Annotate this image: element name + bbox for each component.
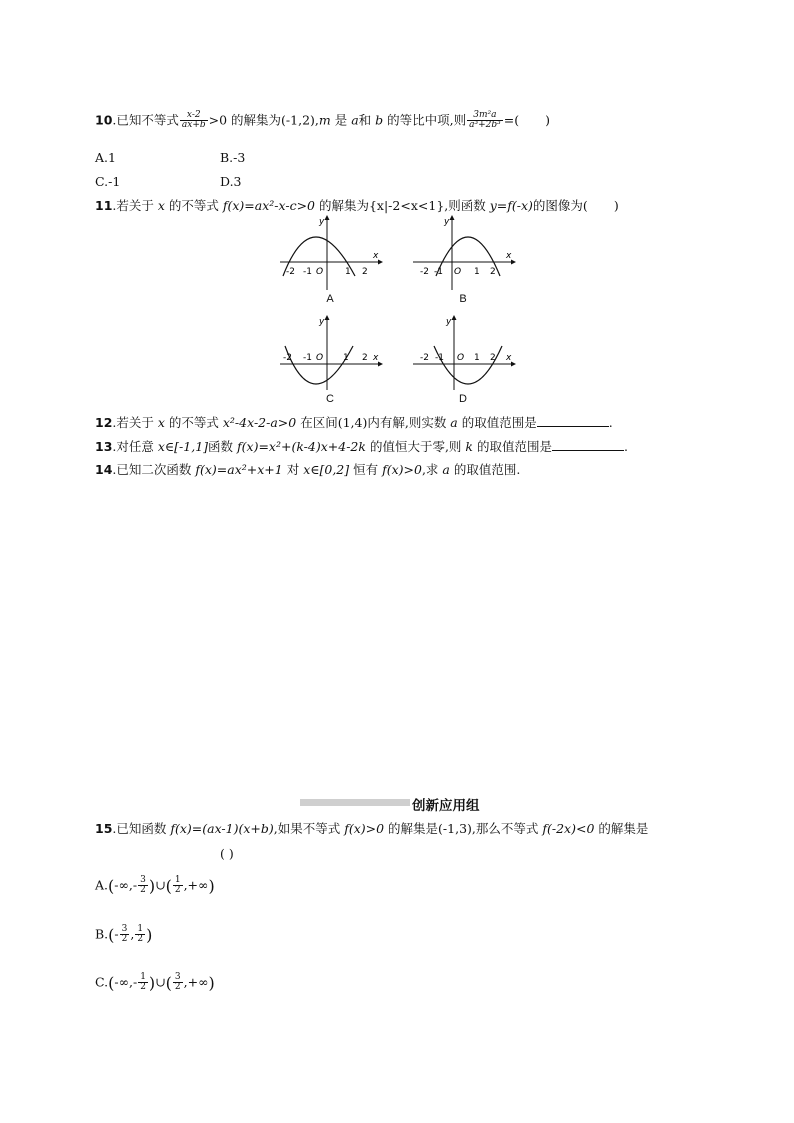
math-expression: f(-2x)<0 <box>542 821 595 836</box>
question-text: 的不等式 <box>164 415 223 430</box>
tick-label: 1 <box>474 353 480 363</box>
variable: x <box>157 415 165 430</box>
y-axis-label: y <box>319 217 325 227</box>
x-axis-arrow-icon <box>511 260 516 265</box>
fraction-denominator: 2 <box>140 885 146 896</box>
question-text: .对任意 <box>112 439 158 454</box>
fraction-numerator: 1 <box>137 924 144 934</box>
question-text: >0 的解集为(-1,2), <box>208 112 319 128</box>
option-b: B.-3 <box>220 150 246 165</box>
question-text: .若关于 <box>112 415 158 430</box>
tick-label: -1 <box>435 353 444 363</box>
answer-blank[interactable] <box>537 414 609 427</box>
tick-label: -1 <box>434 267 443 277</box>
y-axis-arrow-icon <box>325 215 330 220</box>
tick-label: -1 <box>303 353 312 363</box>
graph-label: B <box>459 293 467 305</box>
tick-label: 2 <box>490 267 496 277</box>
option-c: C.-1 <box>95 174 121 189</box>
answer-paren-close: ) <box>545 112 550 128</box>
variable: b <box>375 112 384 128</box>
fraction-numerator: 3 <box>140 875 146 885</box>
question-12 <box>95 414 613 430</box>
y-axis-label: y <box>446 317 452 327</box>
question-15 <box>95 821 648 836</box>
tick-label: 2 <box>362 353 368 363</box>
tick-label: 2 <box>362 267 368 277</box>
paren-open: ( <box>108 876 115 896</box>
interval-text: ,+∞ <box>183 974 209 990</box>
paren-open: ( <box>108 925 115 945</box>
question-text: 在区间(1,4)内有解,则实数 <box>296 415 451 430</box>
parabola-curve <box>434 346 502 384</box>
option-b <box>95 925 152 945</box>
question-text: 的取值范围是 <box>457 415 537 430</box>
tick-label: -2 <box>420 353 429 363</box>
x-axis-label: x <box>506 353 512 363</box>
question-number: 10 <box>95 112 113 128</box>
math-expression: x∈[-1,1] <box>157 439 209 454</box>
math-expression: f(x)>0 <box>382 462 422 477</box>
x-axis-arrow-icon <box>378 260 383 265</box>
question-11 <box>95 198 619 213</box>
question-text: ,求 <box>421 462 443 477</box>
question-10 <box>95 111 550 131</box>
question-text: 是 <box>330 112 352 128</box>
tick-label: -2 <box>286 267 295 277</box>
tick-label: 2 <box>490 353 496 363</box>
fraction <box>173 876 183 896</box>
fraction <box>180 111 208 131</box>
math-expression: f(x)=(ax-1)(x+b) <box>170 821 274 836</box>
fraction <box>173 973 183 993</box>
option-a: A.1 <box>95 150 116 165</box>
answer-paren: ( ) <box>220 846 234 861</box>
question-text: 的解集是 <box>594 821 649 836</box>
question-13 <box>95 438 628 454</box>
x-axis-label: x <box>506 251 512 261</box>
graph-a <box>275 212 385 305</box>
option-label: A. <box>95 877 109 893</box>
y-axis-label: y <box>444 217 450 227</box>
variable: k <box>465 439 473 454</box>
variable: a <box>450 415 458 430</box>
option-a <box>95 876 215 896</box>
question-text: 的等比中项,则 <box>383 112 467 128</box>
paren-close: ) <box>146 925 153 945</box>
question-text: . <box>608 415 613 430</box>
fraction-denominator: 2 <box>137 934 144 945</box>
question-text: .已知二次函数 <box>112 462 196 477</box>
math-expression: f(x)=x²+(k-4)x+4-2k <box>237 439 366 454</box>
paren-close: ) <box>208 973 215 993</box>
x-axis-arrow-icon <box>511 362 516 367</box>
fraction <box>135 925 145 945</box>
question-number: 13 <box>95 439 113 454</box>
paren-close: ) <box>148 876 156 896</box>
option-d: D.3 <box>220 174 242 189</box>
math-expression: x²-4x-2-a>0 <box>222 415 297 430</box>
question-text: 的解集是(-1,3),那么不等式 <box>384 821 543 836</box>
question-text: 的值恒大于零,则 <box>365 439 466 454</box>
fraction-denominator: 2 <box>174 982 181 993</box>
question-text: 函数 <box>208 439 238 454</box>
origin-label: O <box>316 353 324 363</box>
question-text: 恒有 <box>349 462 383 477</box>
fraction-numerator: x-2 <box>180 111 208 121</box>
y-axis-arrow-icon <box>452 315 457 320</box>
answer-blank[interactable] <box>552 438 624 451</box>
variable: m <box>318 112 331 128</box>
tick-label: -1 <box>303 267 312 277</box>
fraction-numerator: 3 <box>174 972 181 982</box>
answer-paren-close: ) <box>613 198 619 213</box>
tick-label: 1 <box>345 267 351 277</box>
option-label: B. <box>95 926 109 942</box>
tick-label: 1 <box>343 353 349 363</box>
interval-text: -∞,- <box>114 974 138 990</box>
section-title: 创新应用组 <box>412 798 480 814</box>
union-symbol: ∪ <box>155 877 166 893</box>
option-label: C. <box>95 974 109 990</box>
fraction-denominator: 2 <box>174 885 181 896</box>
answer-paren-open: =( <box>503 112 520 128</box>
question-text: 的取值范围. <box>449 462 521 477</box>
fraction-numerator: 3 <box>121 924 128 934</box>
x-axis-arrow-icon <box>378 362 383 367</box>
graph-label: C <box>326 393 334 405</box>
y-axis-arrow-icon <box>450 215 455 220</box>
paren-open: ( <box>108 973 115 993</box>
origin-label: O <box>454 267 462 277</box>
question-text: 的解集为{x|-2<x<1},则函数 <box>315 198 490 213</box>
question-number: 12 <box>95 415 113 430</box>
fraction <box>138 973 148 993</box>
fraction-numerator: 3m²a <box>467 111 503 121</box>
question-text: .已知不等式 <box>112 112 179 128</box>
fraction <box>467 111 503 131</box>
fraction-numerator: 1 <box>174 875 181 885</box>
fraction-numerator: 1 <box>140 972 146 982</box>
question-text: 的取值范围是 <box>472 439 552 454</box>
question-text: 的不等式 <box>164 198 223 213</box>
origin-label: O <box>457 353 465 363</box>
fraction-denominator: a³+2b³ <box>469 120 501 131</box>
fraction-denominator: 2 <box>140 982 146 993</box>
question-number: 11 <box>95 198 113 213</box>
fraction <box>138 876 148 896</box>
math-expression: f(x)>0 <box>344 821 385 836</box>
y-axis-label: y <box>319 317 325 327</box>
question-text: 的图像为( <box>532 198 588 213</box>
x-axis-label: x <box>373 353 379 363</box>
interval-text: ,+∞ <box>183 877 209 893</box>
tick-label: 1 <box>474 267 480 277</box>
fraction-denominator: ax+b <box>181 120 206 131</box>
math-expression: f(x)=ax²+x+1 <box>195 462 283 477</box>
tick-label: -2 <box>283 353 292 363</box>
parabola-curve <box>285 346 353 384</box>
graph-label: A <box>326 293 334 305</box>
math-expression: x∈[0,2] <box>303 462 350 477</box>
tick-label: -2 <box>420 267 429 277</box>
graph-label: D <box>459 393 467 405</box>
question-number: 14 <box>95 462 113 477</box>
question-number: 15 <box>95 821 113 836</box>
interval-separator: , <box>130 926 135 942</box>
union-symbol: ∪ <box>155 974 166 990</box>
question-text: . <box>623 439 628 454</box>
graph-d <box>408 312 518 405</box>
variable: a <box>442 462 450 477</box>
graph-b <box>408 212 518 305</box>
question-text: .已知函数 <box>112 821 171 836</box>
section-divider-bar <box>300 799 410 806</box>
question-14 <box>95 462 520 477</box>
y-axis-arrow-icon <box>325 315 330 320</box>
paren-close: ) <box>208 876 215 896</box>
math-expression: f(x)=ax²-x-c>0 <box>222 198 315 213</box>
x-axis-label: x <box>373 251 379 261</box>
variable: x <box>157 198 165 213</box>
paren-open: ( <box>165 973 172 993</box>
question-text: 和 <box>358 112 376 128</box>
question-text: 对 <box>282 462 304 477</box>
variable: a <box>351 112 359 128</box>
fraction-denominator: 2 <box>121 934 128 945</box>
interval-text: -∞,- <box>114 877 138 893</box>
paren-open: ( <box>165 876 172 896</box>
math-expression: y=f(-x) <box>489 198 533 213</box>
paren-close: ) <box>148 973 156 993</box>
question-text: .若关于 <box>112 198 158 213</box>
origin-label: O <box>316 267 324 277</box>
graph-c <box>275 312 385 405</box>
option-c <box>95 973 215 993</box>
interval-text: - <box>114 926 119 942</box>
fraction <box>120 925 130 945</box>
question-text: ,如果不等式 <box>273 821 345 836</box>
